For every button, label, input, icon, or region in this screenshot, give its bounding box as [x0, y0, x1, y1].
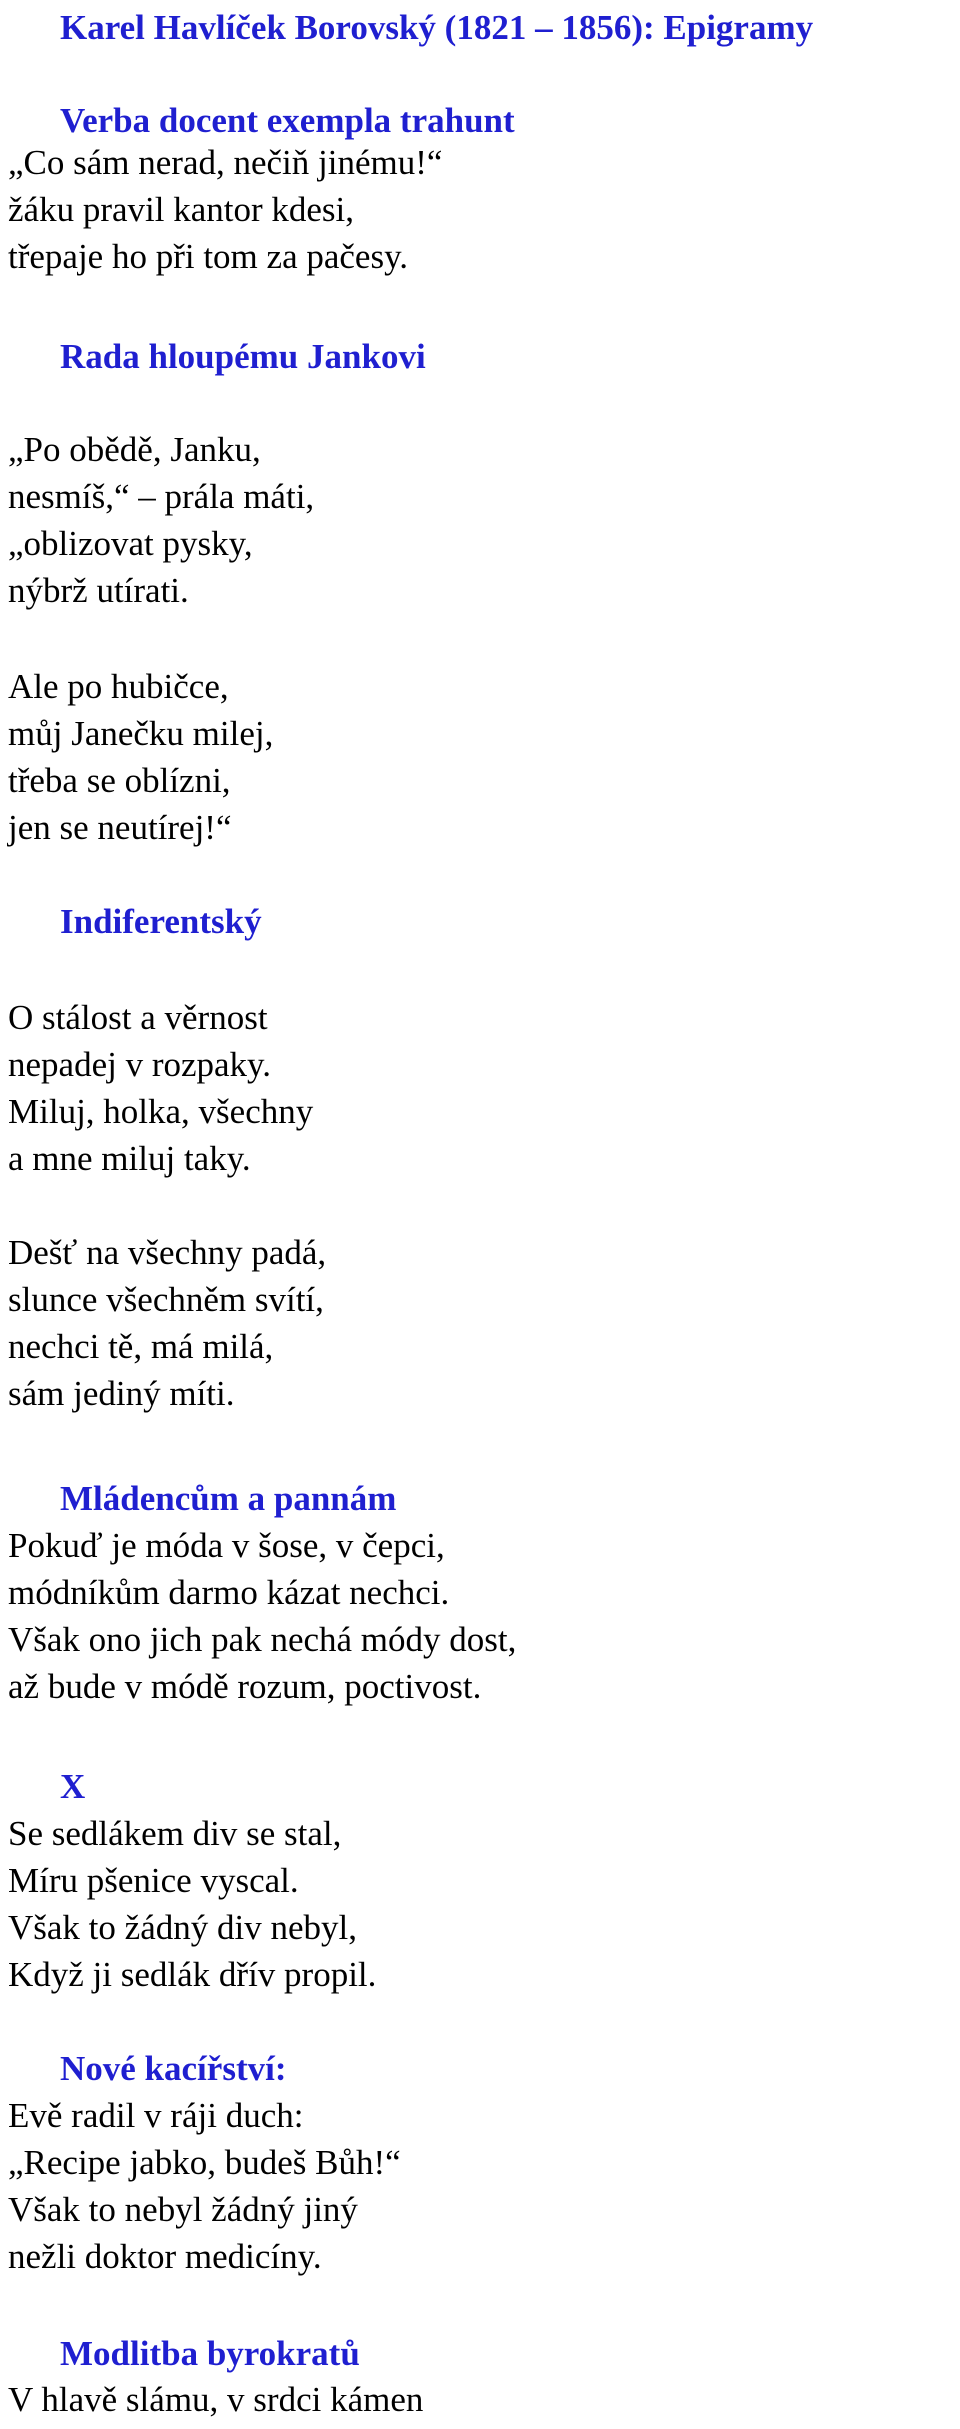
poem-line: „Co sám nerad, nečiň jinému!“: [8, 143, 443, 182]
poem-line: „oblizovat pysky,: [8, 524, 253, 563]
poem-line: Když ji sedlák dřív propil.: [8, 1955, 377, 1994]
poem-line: nepadej v rozpaky.: [8, 1045, 272, 1084]
poem-line: „Recipe jabko, budeš Bůh!“: [8, 2143, 401, 2182]
poem-line: Evě radil v ráji duch:: [8, 2096, 304, 2135]
document-title: Karel Havlíček Borovský (1821 – 1856): Epigramy: [60, 8, 814, 47]
poem-line: Míru pšenice vyscal.: [8, 1861, 299, 1900]
poem-heading-indiferentsky: Indiferentský: [60, 902, 262, 941]
poem-line: jen se neutírej!“: [8, 808, 232, 847]
poem-line: nežli doktor medicíny.: [8, 2237, 322, 2276]
poem-line: třepaje ho při tom za pačesy.: [8, 237, 409, 276]
poem-line: nesmíš,“ – prála máti,: [8, 477, 315, 516]
poem-line: Však to žádný div nebyl,: [8, 1908, 357, 1947]
poem-heading-nove-kacirstvi: Nové kacířství:: [60, 2049, 287, 2088]
poem-line: třeba se oblízni,: [8, 761, 231, 800]
poem-line: a mne miluj taky.: [8, 1139, 251, 1178]
poem-line: „Po obědě, Janku,: [8, 430, 261, 469]
poem-line: Miluj, holka, všechny: [8, 1092, 314, 1131]
poem-line: Ale po hubičce,: [8, 667, 229, 706]
poem-line: V hlavě slámu, v srdci kámen: [8, 2380, 424, 2419]
poem-line: módníkům darmo kázat nechci.: [8, 1573, 450, 1612]
poem-line: O stálost a věrnost: [8, 998, 268, 1037]
poem-line: nýbrž utírati.: [8, 571, 189, 610]
poem-line: až bude v módě rozum, poctivost.: [8, 1667, 482, 1706]
poem-heading-rada-hloupemu-jankovi: Rada hloupému Jankovi: [60, 337, 426, 376]
poem-line: Však to nebyl žádný jiný: [8, 2190, 358, 2229]
poem-heading-modlitba-byrokratu: Modlitba byrokratů: [60, 2334, 360, 2373]
poem-heading-verba-docent: Verba docent exempla trahunt: [60, 101, 515, 140]
poem-line: Dešť na všechny padá,: [8, 1233, 327, 1272]
poem-line: nechci tě, má milá,: [8, 1327, 274, 1366]
poem-line: sám jediný míti.: [8, 1374, 235, 1413]
poem-line: slunce všechněm svítí,: [8, 1280, 324, 1319]
poem-line: Však ono jich pak nechá módy dost,: [8, 1620, 517, 1659]
poem-heading-x: X: [60, 1767, 86, 1806]
poem-heading-mladencum-a-pannam: Mládencům a pannám: [60, 1479, 397, 1518]
poem-line: můj Janečku milej,: [8, 714, 274, 753]
poem-line: Se sedlákem div se stal,: [8, 1814, 342, 1853]
poem-line: Pokuď je móda v šose, v čepci,: [8, 1526, 445, 1565]
poem-line: žáku pravil kantor kdesi,: [8, 190, 355, 229]
